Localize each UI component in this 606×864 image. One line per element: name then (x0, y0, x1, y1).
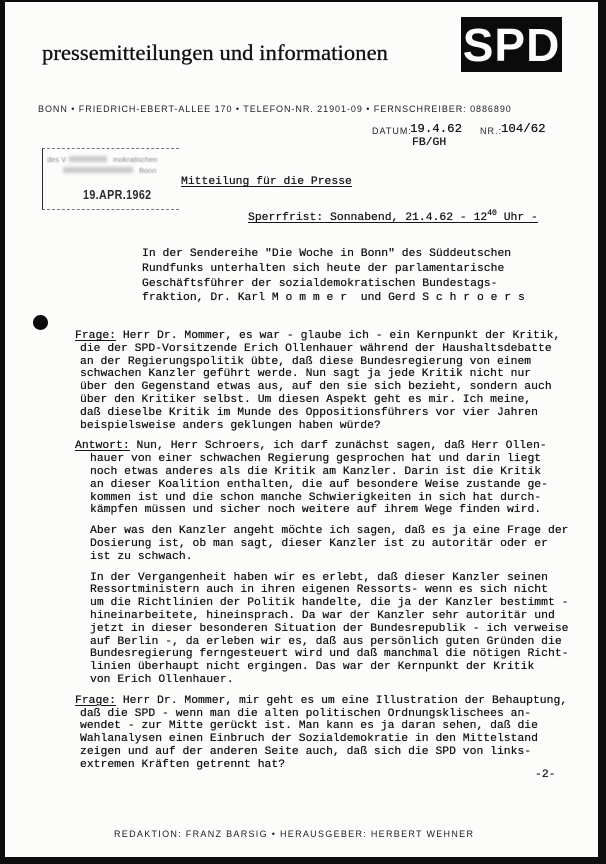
text-line: zeigen und auf der anderen Seite auch, daß sich die SPD von links- (80, 745, 532, 758)
embargo-text: Sperrfrist: Sonnabend, 21.4.62 - 12 (248, 211, 488, 224)
question-label: Frage: (75, 694, 117, 707)
intro-line: Rundfunks unterhalten sich heute der parlamentarische (142, 262, 505, 275)
line-text: Herr Dr. Mommer, es war - glaube ich - ein Kernpunkt der Kritik, (122, 330, 561, 342)
received-stamp (42, 148, 179, 210)
text-line: jetzt in dieser besonderen Situation der Bundesrepublik - ich verweise (90, 622, 569, 635)
line-text: Herr Dr. Mommer, mir geht es um eine Illustration der Behauptung, (122, 694, 568, 707)
embargo-line (248, 209, 538, 224)
text-line: ist zu schwach. (90, 550, 193, 563)
text-line: kämpfen müssen und sicher noch weitere auf ihrem Wege finden wird. (90, 504, 542, 517)
question-first-line (75, 695, 598, 708)
text-line: hineinarbeitete, hineinsprach. Da war der Kanzler sehr autoritär und (90, 609, 555, 622)
text-line: Bundesregierung ferngesteuert wird und daß manchmal die nötigen Richt- (90, 648, 569, 661)
text-line: Dosierung ist, ob man sagt, dieser Kanzler ist zu autoritär oder er (90, 537, 548, 550)
question-1 (5, 330, 598, 432)
footer-editorial-line: REDAKTION: FRANZ BARSIG • HERAUSGEBER: HERBERT WEHNER (114, 829, 475, 839)
text-line: schwachen Kanzler geführt werde. Nun sagt ja jede Kritik nicht nur (80, 368, 532, 381)
page-continuation-marker: -2- (535, 769, 556, 781)
text-line: In der Vergangenheit haben wir es erlebt, daß dieser Kanzler seinen (90, 571, 548, 584)
text-line: Ressortministern auch in ihren eigenen Ressorts- wenn es sich nicht (90, 584, 548, 597)
stamp-line-2: Bonn (139, 166, 157, 175)
stamp-line-1a: des V (47, 155, 67, 164)
text-line: daß die SPD - wenn man die alten politischen Ordnungsklischees an- (80, 707, 532, 720)
line-text: Nun, Herr Schroers, ich darf zunächst sagen, daß Herr Ollen- (136, 440, 547, 453)
text-line: hauer von einer schwachen Regierung gesprochen hat und darin liegt (90, 453, 542, 466)
embargo-minutes: 40 (487, 209, 497, 218)
embargo-tail: Uhr - (496, 211, 538, 224)
text-line: Aber was den Kanzler angeht möchte ich sagen, daß es ja eine Frage der (90, 525, 569, 538)
answer-label: Antwort: (75, 440, 130, 453)
text-line: Wahlanalysen einen Einbruch der Sozialdemokratie in den Mittelstand (80, 733, 538, 746)
letterhead-title: pressemitteilungen und informationen (42, 40, 389, 65)
answer-1 (5, 440, 598, 517)
text-line: wendet - zur Mitte gerückt ist. Man kann es ja daran sehen, daß die (80, 720, 538, 733)
text-line: die der SPD-Vorsitzende Erich Ollenhauer während der Haushaltsdebatte (80, 342, 552, 355)
number-label: NR.: (480, 126, 502, 136)
text-line: um die Richtlinien der Politik handelte, die ja der Kanzler bestimmt - (90, 597, 569, 610)
number-value: 104/62 (501, 122, 546, 136)
intro-paragraph (142, 247, 525, 306)
intro-line: fraktion, Dr. Karl M o m m e r und Gerd S c h r o e r s (142, 292, 525, 305)
stamp-line-1b: mokratischen (113, 155, 158, 164)
text-line: daß dieselbe Kritik im Munde des Oppositionsführers vor vier Jahren (80, 406, 538, 419)
text-line: auf Berlin -, da erleben wir es, daß aus persönlich guten Gründen die (90, 635, 562, 648)
intro-line: In der Sendereihe "Die Woche in Bonn" des Süddeutschen (142, 248, 512, 260)
stamp-smudge (69, 156, 107, 162)
text-line: extremen Kräften getrennt hat? (80, 758, 286, 771)
punch-hole (33, 315, 48, 330)
question-label: Frage: (75, 330, 117, 342)
interview-body (5, 330, 598, 772)
press-notice-heading: Mitteilung für die Presse (181, 176, 352, 188)
text-line: von Erich Ollenhauer. (90, 673, 234, 686)
text-line: linien überhaupt nicht ergingen. Das war der Kernpunkt der Kritik (90, 661, 535, 674)
question-first-line (75, 330, 598, 343)
text-line: noch etwas anderes als die Kritik am Kanzler. Darin ist die Kritik (90, 465, 542, 478)
text-line: über den Gegenstand etwas aus, auf den sie sich bezieht, sondern auch (80, 381, 552, 394)
address-line: BONN • FRIEDRICH-EBERT-ALLEE 170 • TELEFON-NR. 21901-09 • FERNSCHREIBER: 0886890 (38, 104, 512, 114)
answer-paragraph-2 (5, 525, 598, 563)
answer-first-line (75, 440, 598, 453)
intro-line: Geschäftsführer der sozialdemokratischen Bundestags- (142, 277, 498, 290)
text-line: beispielsweise anders geklungen haben würde? (80, 419, 381, 432)
stamp-date: 19.APR.1962 (83, 187, 152, 202)
spd-logo-text: SPD (462, 18, 561, 71)
text-line: an dieser Koalition enthalten, die auf besondere Weise zustande ge- (90, 478, 548, 491)
text-line: kommen ist und die schon manche Schwierigkeiten in sich hat durch- (90, 491, 542, 504)
question-2 (5, 695, 598, 772)
press-release-page (5, 2, 598, 857)
date-value: 19.4.62 (410, 122, 463, 136)
date-label: DATUM: (372, 126, 412, 136)
answer-paragraph-3 (5, 572, 598, 687)
author-initials: FB/GH (412, 137, 447, 149)
stamp-smudge (63, 167, 133, 173)
spd-logo (461, 17, 562, 72)
text-line: an der Regierungspolitik übte, daß diese Bundesregierung von einem (80, 355, 532, 368)
text-line: über den Kritiker selbst. Um diesen Aspekt geht es mir. Ich meine, (80, 393, 532, 406)
